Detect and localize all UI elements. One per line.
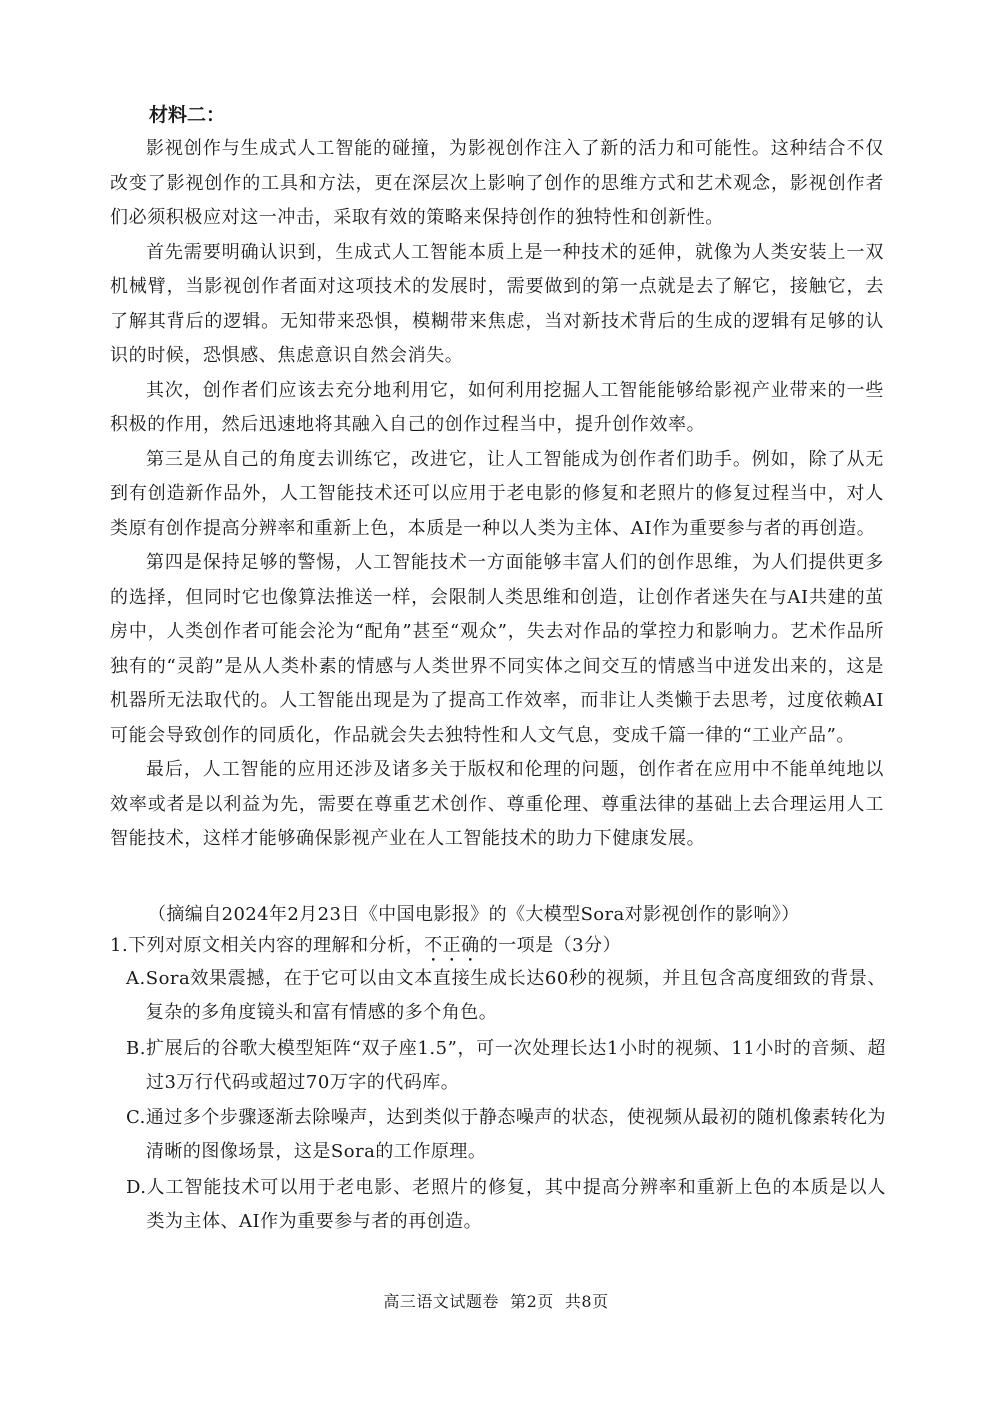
option-letter: A. bbox=[126, 968, 146, 989]
question-1-options bbox=[126, 962, 886, 1240]
material-heading: 材料二： bbox=[149, 104, 226, 126]
option-text: 扩展后的谷歌大模型矩阵“双子座1.5”，可一次处理长达1小时的视频、11小时的音频、超过3万行代码或超过70万字的代码库。 bbox=[145, 1037, 886, 1093]
material-paragraph: 影视创作与生成式人工智能的碰撞，为影视创作注入了新的活力和可能性。这种结合不仅改变了影视创作的工具和方法，更在深层次上影响了创作的思维方式和艺术观念，影视创作者们必须积极应对这一冲击，采取有效的策略来保持创作的独特性和创新性。 bbox=[110, 138, 884, 228]
material-paragraph: 最后，人工智能的应用还涉及诸多关于版权和伦理的问题，创作者在应用中不能单纯地以效率或者是以利益为先，需要在尊重艺术创作、尊重伦理、尊重法律的基础上去合理运用人工智能技术，这样才能够确保影视产业在人工智能技术的助力下健康发展。 bbox=[110, 759, 884, 849]
option-c bbox=[126, 1101, 886, 1169]
option-text: 人工智能技术可以用于老电影、老照片的修复，其中提高分辨率和重新上色的本质是以人类为主体、AI作为重要参与者的再创造。 bbox=[146, 1176, 886, 1232]
material-source-citation: （摘编自2024年2月23日《中国电影报》的《大模型Sora对影视创作的影响》） bbox=[148, 904, 800, 925]
material-paragraph: 首先需要明确认识到，生成式人工智能本质上是一种技术的延伸，就像为人类安装上一双机械臂，当影视创作者面对这项技术的发展时，需要做到的第一点就是去了解它，接触它，去了解其背后的逻辑。无知带来恐惧，模糊带来焦虑，当对新技术背后的生成的逻辑有足够的认识的时候，恐惧感、焦虑意识自然会消失。 bbox=[110, 241, 884, 366]
option-text: Sora效果震撼，在于它可以由文本直接生成长达60秒的视频，并且包含高度细致的背景、复杂的多角度镜头和富有情感的多个角色。 bbox=[145, 968, 886, 1023]
option-d bbox=[126, 1171, 886, 1239]
question-1-stem bbox=[110, 929, 890, 966]
material-body bbox=[110, 132, 884, 857]
option-b bbox=[126, 1032, 886, 1100]
material-paragraph: 第三是从自己的角度去训练它，改进它，让人工智能成为创作者们助手。例如，除了从无到有创造新作品外，人工智能技术还可以应用于老电影的修复和老照片的修复过程当中，对人类原有创作提高分辨率和重新上色，本质是一种以人类为主体、AI作为重要参与者的再创造。 bbox=[110, 448, 884, 539]
page-footer: 高三语文试题卷 第2页 共8页 bbox=[383, 1292, 609, 1311]
option-letter: C. bbox=[126, 1107, 146, 1128]
option-letter: B. bbox=[126, 1037, 146, 1059]
question-stem-suffix: 的一项是（3分） bbox=[479, 935, 622, 956]
option-a bbox=[126, 962, 886, 1030]
material-paragraph: 其次，创作者们应该去充分地利用它，如何利用挖掘人工智能能够给影视产业带来的一些积极的作用，然后迅速地将其融入自己的创作过程当中，提升创作效率。 bbox=[110, 379, 884, 435]
material-paragraph: 第四是保持足够的警惕，人工智能技术一方面能够丰富人们的创作思维，为人们提供更多的选择，但同时它也像算法推送一样，会限制人类思维和创造，让创作者迷失在与AI共建的茧房中，人类创作者可能会沦为“配角”甚至“观众”，失去对作品的掌控力和影响力。艺术作品所独有的“灵韵”是从人类朴素的情感与人类世界不同实体之间交互的情感当中迸发出来的，这是机器所无法取代的。人工智能出现是为了提高工作效率，而非让人类懒于去思考，过度依赖AI可能会导致创作的同质化，作品就会失去独特性和人文气息，变成千篇一律的“工业产品”。 bbox=[110, 552, 884, 746]
option-letter: D. bbox=[126, 1176, 147, 1198]
question-stem-prefix: 1.下列对原文相关内容的理解和分析， bbox=[110, 935, 425, 956]
option-text: 通过多个步骤逐渐去除噪声，达到类似于静态噪声的状态，使视频从最初的随机像素转化为清晰的图像场景，这是Sora的工作原理。 bbox=[145, 1107, 886, 1162]
question-stem-emphasis: 不正确 bbox=[424, 935, 480, 956]
